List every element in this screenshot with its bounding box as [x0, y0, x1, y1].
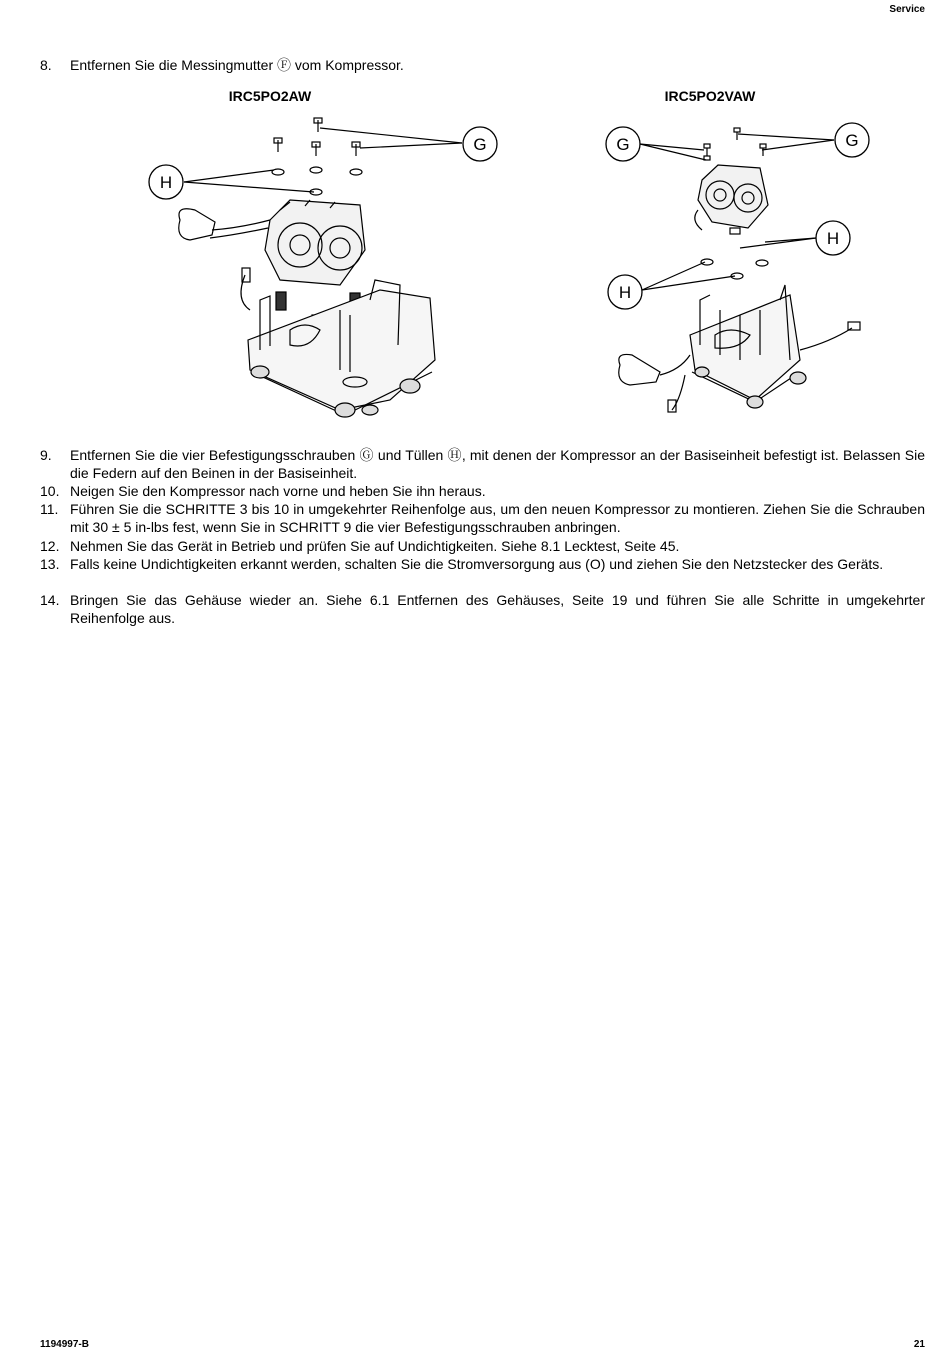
figure-title-left: IRC5PO2AW — [228, 88, 312, 104]
step-text: Entfernen Sie die Messingmutter Ⓕ vom Kompressor. — [70, 57, 404, 73]
section-header: Service — [889, 4, 925, 15]
step-text: Nehmen Sie das Gerät in Betrieb und prüfen Sie auf Undichtigkeiten. Siehe 8.1 Lecktest, Seite 45. — [70, 538, 680, 554]
callout-g-left-label: G — [616, 135, 630, 154]
step-14 — [40, 591, 925, 627]
figure-title-right: IRC5PO2VAW — [664, 88, 756, 104]
footer-doc-number: 1194997-B — [40, 1339, 89, 1350]
callout-h-top-label: H — [826, 229, 840, 248]
step-text: Bringen Sie das Gehäuse wieder an. Siehe 6.1 Entfernen des Gehäuses, Seite 19 und führen Sie alle Schritte in umgekehrter Reihenfolge aus. — [70, 592, 925, 626]
step-number: 8. — [40, 57, 52, 73]
callout-h-bottom-label: H — [618, 283, 632, 302]
step-12 — [40, 537, 925, 555]
step-11 — [40, 500, 925, 536]
figure-left-compressor-diagram — [140, 110, 520, 430]
step-text: Neigen Sie den Kompressor nach vorne und heben Sie ihn heraus. — [70, 483, 486, 499]
step-10 — [40, 482, 925, 500]
step-text: Führen Sie die SCHRITTE 3 bis 10 in umgekehrter Reihenfolge aus, um den neuen Kompressor zu montieren. Ziehen Sie die Schrauben mit 30 ± 5 in-lbs fest, wenn Sie in SCHRITT 9 die vier Befestigungsschrauben anbringen. — [70, 501, 925, 535]
step-9 — [40, 446, 925, 482]
step-text: Entfernen Sie die vier Befestigungsschrauben Ⓖ und Tüllen Ⓗ, mit denen der Kompressor an der Basiseinheit befestigt ist. Belassen Sie die Federn auf den Beinen in der Basiseinheit. — [70, 447, 925, 481]
step-number: 10. — [40, 483, 60, 499]
step-text: Falls keine Undichtigkeiten erkannt werden, schalten Sie die Stromversorgung aus (O) und ziehen Sie den Netzstecker des Geräts. — [70, 556, 884, 572]
step-13 — [40, 555, 890, 573]
figure-right-compressor-diagram — [590, 110, 890, 420]
step-number: 13. — [40, 556, 60, 572]
step-number: 9. — [40, 447, 52, 463]
callout-g-right-label: G — [845, 131, 859, 150]
step-number: 11. — [40, 501, 59, 517]
step-number: 14. — [40, 592, 60, 608]
footer-page-number: 21 — [913, 1339, 925, 1350]
step-number: 12. — [40, 538, 60, 554]
step-8 — [40, 56, 925, 74]
callout-h-label: H — [159, 173, 173, 192]
callout-g-label: G — [473, 135, 487, 154]
